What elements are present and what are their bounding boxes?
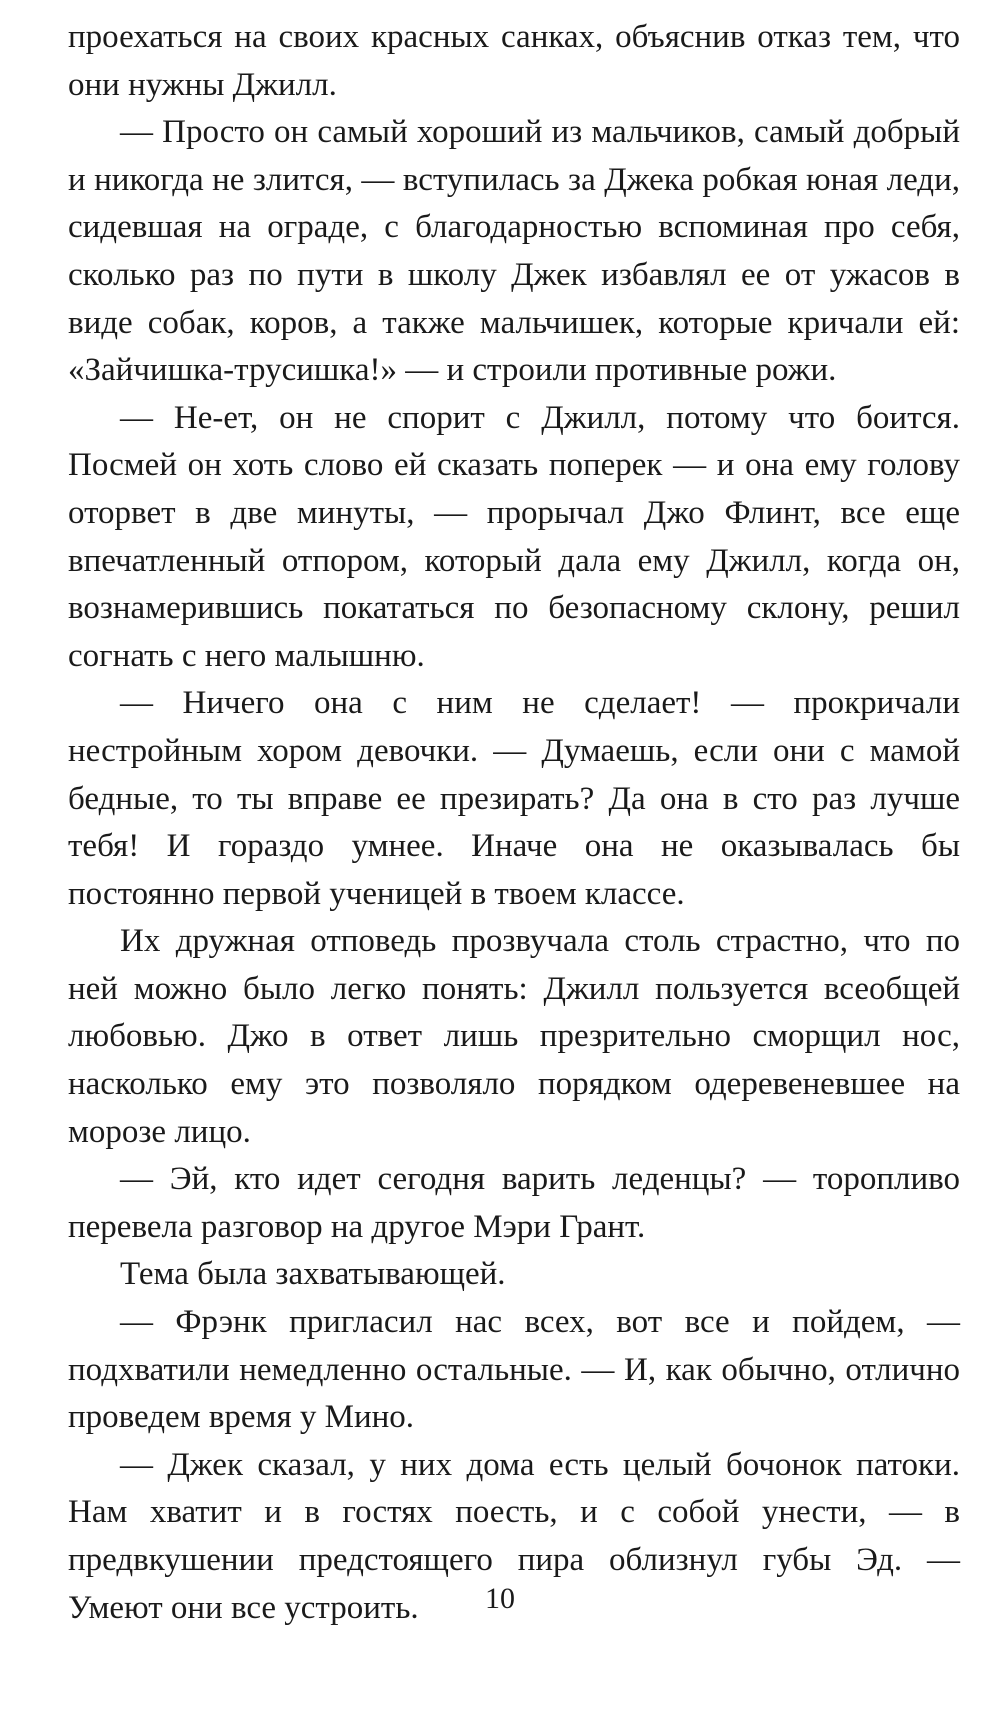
paragraph: Их дружная отповедь прозвучала столь страстно, что по ней можно было легко понять: Джилл пользуется всеобщей любовью. Джо в ответ лишь презрительно сморщил нос, насколько ему это позволяло порядком одеревеневшее на морозе лицо. xyxy=(68,923,960,1150)
paragraph-continuation: проехаться на своих красных санках, объяснив отказ тем, что они нужны Джилл. xyxy=(68,19,960,103)
paragraph: — Ничего она с ним не сделает! — прокричали нестройным хором девочки. — Думаешь, если они с мамой бедные, то ты вправе ее презирать? Да она в сто раз лучше тебя! И гораздо умнее. Иначе она не оказывалась бы постоянно первой ученицей в твоем классе. xyxy=(68,685,960,912)
paragraph: — Эй, кто идет сегодня варить леденцы? — торопливо перевела разговор на другое Мэри Грант. xyxy=(68,1161,960,1245)
paragraph: Тема была захватывающей. xyxy=(120,1256,506,1293)
page-number: 10 xyxy=(485,1582,515,1615)
paragraph: — Не-ет, он не спорит с Джилл, потому что боится. Посмей он хоть слово ей сказать поперек — и она ему голову оторвет в две минуты, — прорычал Джо Флинт, все еще впечатленный отпором, который дала ему Джилл, когда он, вознамерившись покататься по безопасному склону, решил согнать с него малышню. xyxy=(68,399,960,674)
paragraph: — Джек сказал, у них дома есть целый бочонок патоки. Нам хватит и в гостях поесть, и с собой унести, — в предвкушении предстоящего пира облизнул губы Эд. — Умеют они все устроить. xyxy=(68,1446,960,1626)
paragraph: — Фрэнк пригласил нас всех, вот все и пойдем, — подхватили немедленно остальные. — И, как обычно, отлично проведем время у Мино. xyxy=(68,1304,960,1436)
body-text xyxy=(68,14,960,1632)
paragraph: — Просто он самый хороший из мальчиков, самый добрый и никогда не злится, — вступилась за Джека робкая юная леди, сидевшая на ограде, с благодарностью вспоминая про себя, сколько раз по пути в школу Джек избавлял ее от ужасов в виде собак, коров, а также мальчишек, которые кричали ей: «Зайчишка-трусишка!» — и строили противные рожи. xyxy=(68,114,960,389)
